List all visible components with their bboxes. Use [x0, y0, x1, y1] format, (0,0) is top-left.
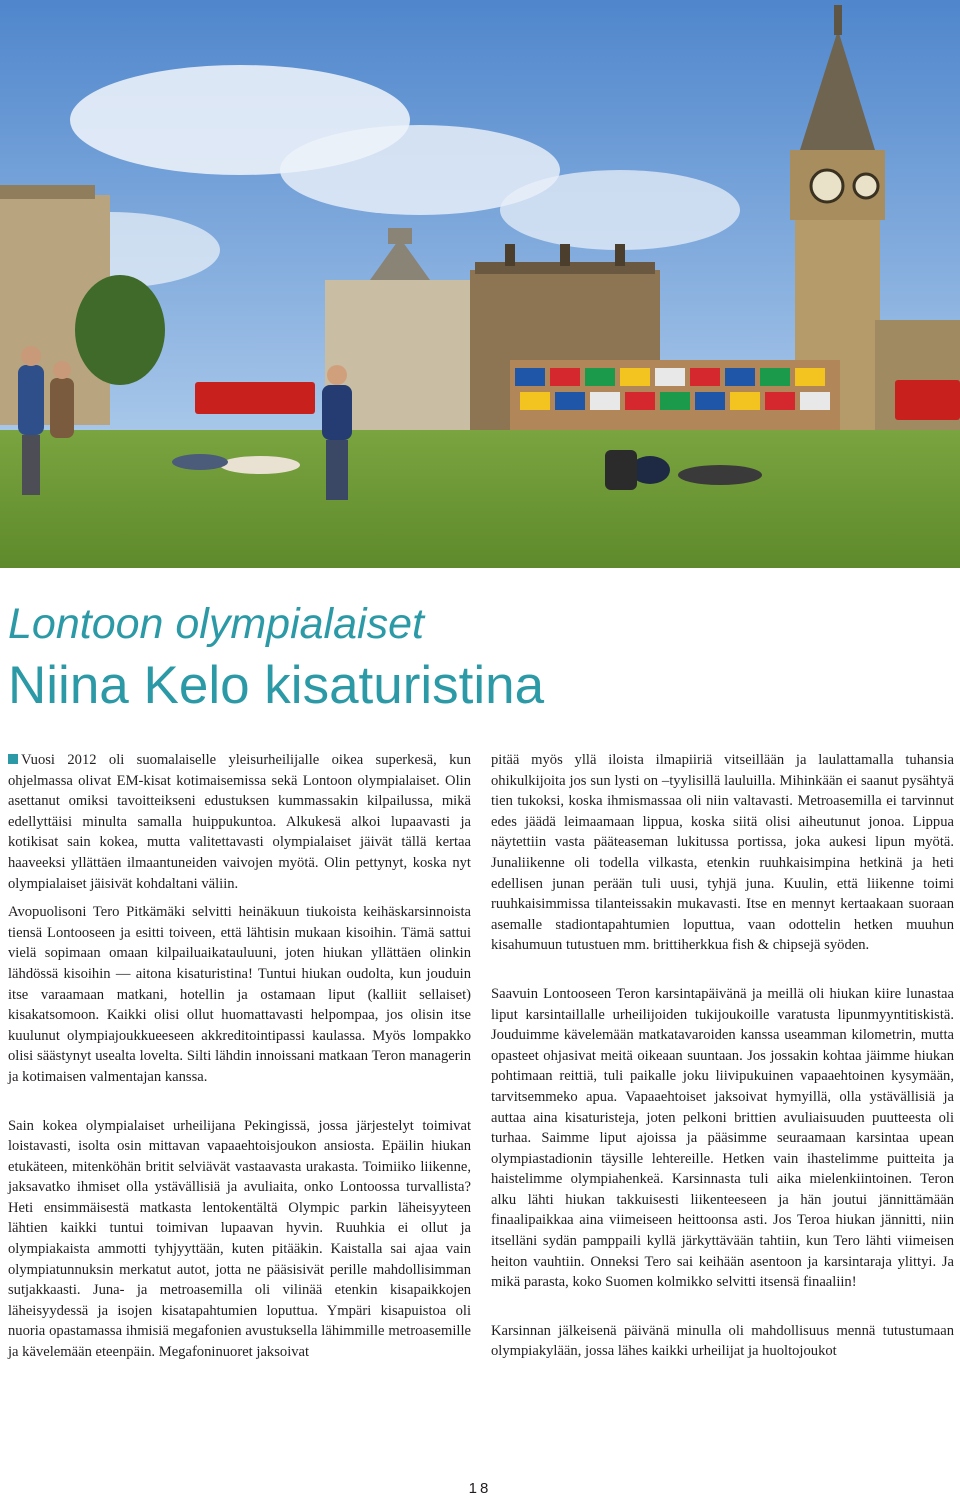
- photo-flag: [555, 392, 585, 410]
- photo-grass: [0, 430, 960, 568]
- photo-flag: [695, 392, 725, 410]
- photo-person: [678, 465, 762, 485]
- photo-person: [50, 378, 74, 438]
- paragraph: [8, 750, 471, 894]
- paragraph: Avopuolisoni Tero Pitkämäki selvitti heinäkuun tiukoista keihäskarsinnoista tiensä Lontooseen ja esitti toiveen, että lähtisin mukaan kisoihin. Tämä sattui vielä sopimaan omaan kilpailuaikatauluuni, joten hiukan yllättäen olinkin lähdössä kisoihin — aitona kisaturistina! Tuntui hiukan oudolta, kun jouduin itse varaamaan matkani, hotellin ja ostamaan liput (kalliit sellaiset) kisakatsomoon. Kaikki olisi ollut huomattavasti helpompaa, jos olisin itse kuulunut olympiajoukkueeseen akkreditointipassi kaulassa. Myös lompakko olisi säästynyt usealta lovelta. Silti lähdin innoissani matkaan Teron managerin ja kotimaisen valmentajan kanssa.: [8, 904, 471, 1085]
- photo-big-ben-clock: [854, 174, 878, 198]
- photo-building: [615, 244, 625, 266]
- square-bullet-icon: [8, 754, 18, 764]
- photo-flag: [795, 368, 825, 386]
- photo-flag: [585, 368, 615, 386]
- photo-tree: [75, 275, 165, 385]
- photo-flag: [760, 368, 790, 386]
- photo-flag: [765, 392, 795, 410]
- photo-big-ben-clock: [811, 170, 843, 202]
- hero-photo: [0, 0, 960, 568]
- photo-person: [326, 440, 348, 500]
- photo-flag: [620, 368, 650, 386]
- page-number: 18: [468, 1480, 492, 1497]
- photo-building: [388, 228, 412, 244]
- photo-cloud: [500, 170, 740, 250]
- photo-flag: [655, 368, 685, 386]
- photo-bus: [895, 380, 960, 420]
- photo-person: [22, 435, 40, 495]
- photo-building: [505, 244, 515, 266]
- photo-big-ben-spire: [834, 5, 842, 35]
- paragraph: Karsinnan jälkeisenä päivänä minulla oli mahdollisuus mennä tutustumaan olympiakylään, jossa lähes kaikki urheilijat ja huoltojoukot: [491, 1322, 954, 1360]
- photo-flag: [625, 392, 655, 410]
- photo-flag: [590, 392, 620, 410]
- photo-person: [21, 346, 41, 366]
- photo-person: [322, 385, 352, 440]
- paragraph-text: Vuosi 2012 oli suomalaiselle yleisurheilijalle oikea superkesä, kun ohjelmassa olivat EM-kisat kotimaisemissa sekä Lontoon olympialaiset. Olin asettanut omiksi tavoitteikseni edustuksen kummassakin kilpailussa, mikä edellyttäisi minulta samalla huippukuntoa. Alkukesä alkoi lupaavasti ja kotikisat sain kokea, mutta valitettavasti olympialaiset jäivät tällä kertaa haaveeksi yllättäen ilmaantuneiden vaivojen myötä. Olin pettynyt, koska nyt olympialaiset jäisivät kohdaltani väliin.: [8, 752, 471, 892]
- photo-person: [327, 365, 347, 385]
- photo-stroller: [605, 450, 637, 490]
- article-column-left: [8, 750, 471, 1363]
- photo-person: [220, 456, 300, 474]
- article-column-right: [491, 750, 954, 1362]
- paragraph: pitää myös yllä iloista ilmapiiriä vitseillään ja laulattamalla tuhansia ohikulkijoita jos sun lysti on –tyylisillä lauluilla. Mihinkään ei saanut pysähtyä tien tukoksi, koska ihmismassaa oli niin valtavasti. Metroasemilla ei tarvinnut edes jäädä leimaamaan lippua, koska siitä olisi aiheutunut jonoa. Lippua näytettiin vasta pääteaseman lukitussa portissa, joka aukesi lipun myötä. Junaliikenne oli todella vilkasta, etenkin ruuhkaisimpina hetkinä ja heti edellisen junan perään tuli uusi, tyhjä juna. Kuulin, että liikenne toimi ruuhkaisimmissa tilanteissakin mukavasti. Itse en mennyt kertaakaan suoraan asemalle stadiontapahtumien loputtua, vaan odottelin hetken muuhun kisahumuun tutustuen mm. brittiherkkua fish & chipsejä syöden.: [491, 752, 954, 954]
- photo-building: [0, 185, 95, 199]
- photo-person: [172, 454, 228, 470]
- photo-flag: [725, 368, 755, 386]
- article-kicker: Lontoon olympialaiset: [8, 600, 424, 648]
- photo-person: [53, 361, 71, 379]
- article-headline: Niina Kelo kisaturistina: [8, 656, 545, 715]
- photo-bus: [195, 382, 315, 414]
- paragraph: Sain kokea olympialaiset urheilijana Pekingissä, jossa järjestelyt toimivat loistavasti, isolta osin mittavan vapaaehtoisjoukon ansiosta. Epäilin hiukan etukäteen, mitenköhän britit selviävät vastaavasta urakasta. Toimiiko liikenne, jaksavatko ihmiset olla ystävällisiä ja avuliaita, onko Lontoossa turvallista? Heti ensimmäisestä matkasta lentokentältä Olympic parkin läheisyyteen lähtien kaikki tuntui toimivan lupaavan hyvin. Ruuhkia ei ollut ja olympiakaista ammotti tyhjyyttään, kuten pitääkin. Kaistalla sai ajaa vain olympiatunnuksin merkatut autot, jotta ne pääsisivät perille mahdollisimman sutjakkaasti. Juna- ja metroasemilla oli vilinää etenkin kisapaikkojen läheisyydessä ja isojen kisatapahtumien loputtua. Ympäri kisapuistoa oli nuoria opastamassa ihmisiä megafonien avustuksella lähimmille metroasemille ja kävelemään eteenpäin. Megafoninuoret jaksoivat: [8, 1117, 471, 1361]
- photo-flag: [660, 392, 690, 410]
- paragraph: Saavuin Lontooseen Teron karsintapäivänä ja meillä oli hiukan kiire lunastaa liput karsintaillalle urheilijoiden tukijoukoille varatusta lipunmyyntitiskistä. Jouduimme kävelemään matkatavaroiden kanssa useamman kilometrin, mutta opasteet ohjasivat meitä oikeaan suuntaan. Jos jossakin kohtaa jäimme hiukan pohtimaan reittiä, tuli paikalle joku liivipukuinen vapaaehtoinen kysymään, tarvitsemmeko apua. Vapaaehtoiset jaksoivat hymyillä, olla ystävällisiä ja auttaa aina kisaturisteja, joten pelkoni brittien avuliaisuuden puutteesta oli turhaa. Saimme liput ajoissa ja pääsimme seuraamaan karsintaa upean olympiastadionin täysille lehtereille. Hetken vain ihastelimme puitteita ja haistelimme olympiahenkeä. Karsinnasta tuli aika mielenkiintoinen. Teron alku lähti hiukan takkuisesti liikenteeseen ja hän joutui jännittämään finaalipaikkaa aina viimeiseen heittoonsa asti. Jos Teroa hiukan jännitti, niin itselläni sydän pamppaili kyllä järkyttävään tahtiin, kun Tero lähti viimeisen heiton vauhtiin. Onneksi Tero sai keihään asentoon ja karsintaraja ylittyi. Ja mikä parasta, koko Suomen kolmikko selvitti itsensä finaaliin!: [491, 985, 954, 1291]
- photo-flag: [550, 368, 580, 386]
- photo-flag: [515, 368, 545, 386]
- photo-flag: [730, 392, 760, 410]
- photo-flag: [800, 392, 830, 410]
- photo-person: [18, 365, 44, 435]
- photo-flag: [690, 368, 720, 386]
- photo-building: [560, 244, 570, 266]
- photo-flag: [520, 392, 550, 410]
